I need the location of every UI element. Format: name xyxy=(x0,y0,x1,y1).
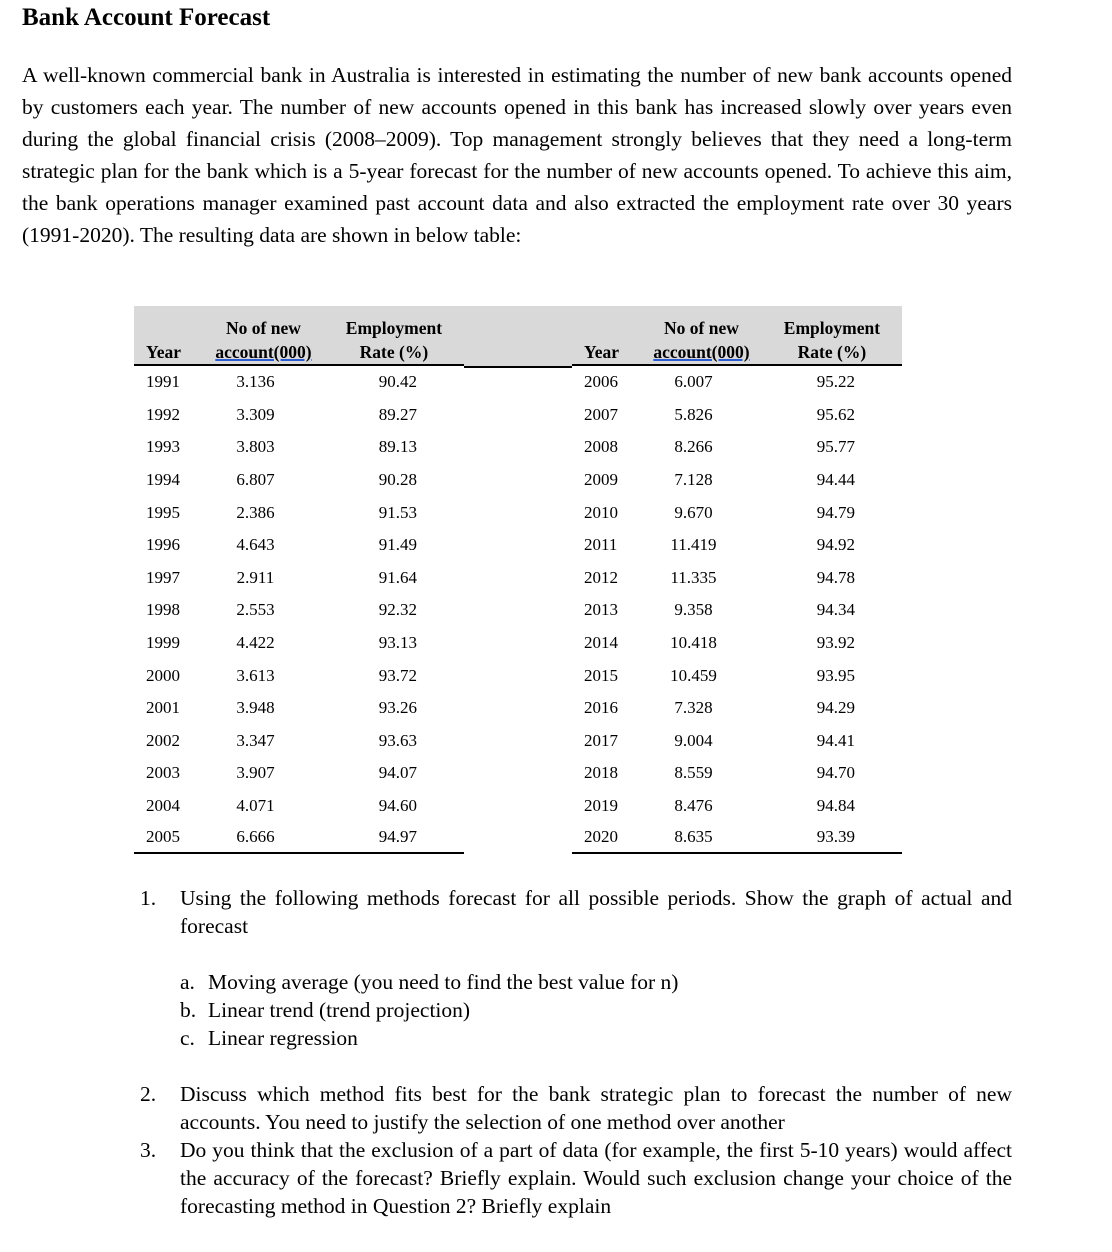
header-accounts-line2: account(000) xyxy=(653,342,750,362)
table-row xyxy=(134,496,464,529)
year-cell: 2000 xyxy=(146,665,180,685)
employment-cell: 93.39 xyxy=(762,822,902,853)
employment-cell: 89.27 xyxy=(378,404,418,424)
year-cell: 1999 xyxy=(146,633,180,653)
year-cell: 2008 xyxy=(584,437,618,457)
table-row xyxy=(572,725,902,758)
method-item xyxy=(180,996,1012,1024)
employment-cell: 93.63 xyxy=(378,730,418,750)
employment-cell: 94.79 xyxy=(816,502,856,522)
accounts-cell: 6.666 xyxy=(203,822,324,853)
questions-list xyxy=(140,884,1012,1220)
table-header-row xyxy=(134,306,464,365)
year-cell: 2001 xyxy=(146,698,180,718)
question-number: 2. xyxy=(140,1082,157,1106)
table-row xyxy=(134,757,464,790)
header-employment-line1: Employment xyxy=(783,318,881,338)
table-row xyxy=(134,790,464,823)
table-row xyxy=(134,659,464,692)
accounts-cell: 10.459 xyxy=(670,665,717,685)
header-accounts-line1: No of new xyxy=(226,318,301,338)
accounts-cell: 3.907 xyxy=(236,763,275,783)
table-row xyxy=(134,725,464,758)
table-row xyxy=(572,365,902,399)
employment-cell: 95.62 xyxy=(816,404,856,424)
employment-cell: 94.34 xyxy=(816,600,856,620)
employment-cell: 94.41 xyxy=(816,730,856,750)
employment-cell: 91.53 xyxy=(378,502,418,522)
header-accounts-line1: No of new xyxy=(664,318,739,338)
employment-cell: 89.13 xyxy=(378,437,418,457)
method-text: Moving average (you need to find the best value for n) xyxy=(208,970,679,994)
header-year: Year xyxy=(572,306,641,365)
header-employment xyxy=(324,306,464,365)
employment-cell: 94.29 xyxy=(816,698,856,718)
employment-cell: 95.77 xyxy=(816,437,856,457)
employment-cell: 93.13 xyxy=(378,633,418,653)
question-1-methods xyxy=(180,968,1012,1052)
data-table-1991-2005 xyxy=(134,306,464,854)
accounts-cell: 8.266 xyxy=(674,437,713,457)
year-cell: 2011 xyxy=(584,535,618,555)
method-text: Linear regression xyxy=(208,1026,358,1050)
table-header-row xyxy=(572,306,902,365)
method-item xyxy=(180,968,1012,996)
data-table-2006-2020 xyxy=(572,306,902,854)
table-row xyxy=(572,692,902,725)
header-accounts xyxy=(641,306,762,365)
table-row xyxy=(572,464,902,497)
header-employment-line1: Employment xyxy=(345,318,443,338)
year-cell: 2004 xyxy=(146,796,180,816)
employment-cell: 94.70 xyxy=(816,763,856,783)
table-row xyxy=(572,529,902,562)
accounts-cell: 8.559 xyxy=(674,763,713,783)
employment-cell: 94.78 xyxy=(816,567,856,587)
year-cell: 2010 xyxy=(584,502,618,522)
table-row xyxy=(572,594,902,627)
accounts-cell: 9.004 xyxy=(674,730,713,750)
table-row xyxy=(572,790,902,823)
question-number: 1. xyxy=(140,886,157,910)
year-cell: 2007 xyxy=(584,404,618,424)
year-cell: 2017 xyxy=(584,730,618,750)
accounts-cell: 8.476 xyxy=(674,796,713,816)
accounts-cell: 7.328 xyxy=(674,698,713,718)
accounts-cell: 11.419 xyxy=(670,535,717,555)
year-cell: 1994 xyxy=(146,470,180,490)
employment-cell: 90.42 xyxy=(378,372,418,392)
header-accounts xyxy=(203,306,324,365)
question-3 xyxy=(140,1136,1012,1220)
accounts-cell: 2.386 xyxy=(236,502,275,522)
accounts-cell: 3.136 xyxy=(236,372,275,392)
table-row xyxy=(572,659,902,692)
employment-cell: 94.92 xyxy=(816,535,856,555)
year-cell: 2015 xyxy=(584,665,618,685)
method-text: Linear trend (trend projection) xyxy=(208,998,471,1022)
table-row xyxy=(572,822,902,853)
accounts-cell: 9.358 xyxy=(674,600,713,620)
accounts-cell: 6.807 xyxy=(236,470,275,490)
accounts-cell: 7.128 xyxy=(674,470,713,490)
header-accounts-line2: account(000) xyxy=(215,342,312,362)
question-text: Do you think that the exclusion of a part of data (for example, the first 5-10 years) would affect the accuracy of the forecast? Briefly explain. Would such exclusion change your choice of the forecasting method in Question 2? Briefly explain xyxy=(180,1138,1012,1218)
employment-cell: 94.07 xyxy=(378,763,418,783)
table-row xyxy=(134,431,464,464)
table-row xyxy=(572,399,902,432)
employment-cell: 94.44 xyxy=(816,470,856,490)
employment-cell: 94.60 xyxy=(378,796,418,816)
method-letter: a. xyxy=(180,970,195,994)
table-row xyxy=(134,692,464,725)
accounts-cell: 9.670 xyxy=(674,502,713,522)
table-row xyxy=(134,399,464,432)
year-cell: 1998 xyxy=(146,600,180,620)
accounts-cell: 3.347 xyxy=(236,730,275,750)
table-row xyxy=(134,562,464,595)
table-row xyxy=(134,464,464,497)
employment-cell: 91.49 xyxy=(378,535,418,555)
table-row xyxy=(572,562,902,595)
year-cell: 2014 xyxy=(584,633,618,653)
table-row xyxy=(134,822,464,853)
accounts-cell: 4.643 xyxy=(236,535,275,555)
table-header-gap xyxy=(464,306,572,368)
employment-cell: 92.32 xyxy=(378,600,418,620)
employment-cell: 93.72 xyxy=(378,665,418,685)
method-letter: b. xyxy=(180,998,197,1022)
year-cell: 2003 xyxy=(146,763,180,783)
year-cell: 2002 xyxy=(146,730,180,750)
question-number: 3. xyxy=(140,1138,157,1162)
year-cell: 2012 xyxy=(584,567,618,587)
year-cell: 2020 xyxy=(572,822,641,853)
header-year: Year xyxy=(134,306,203,365)
accounts-cell: 2.553 xyxy=(236,600,275,620)
accounts-cell: 4.071 xyxy=(236,796,275,816)
table-body-left xyxy=(134,365,464,853)
method-item xyxy=(180,1024,1012,1052)
accounts-cell: 6.007 xyxy=(674,372,713,392)
table-row xyxy=(134,529,464,562)
header-employment-line2: Rate (%) xyxy=(797,342,867,362)
question-text: Using the following methods forecast for all possible periods. Show the graph of actual and forecast xyxy=(180,886,1012,938)
accounts-cell: 5.826 xyxy=(674,404,713,424)
accounts-cell: 3.803 xyxy=(236,437,275,457)
accounts-cell: 3.948 xyxy=(236,698,275,718)
page-title: Bank Account Forecast xyxy=(22,4,271,31)
table-row xyxy=(134,627,464,660)
accounts-cell: 3.309 xyxy=(236,404,275,424)
employment-cell: 90.28 xyxy=(378,470,418,490)
year-cell: 1991 xyxy=(146,372,180,392)
header-employment xyxy=(762,306,902,365)
year-cell: 2018 xyxy=(584,763,618,783)
table-row xyxy=(134,365,464,399)
employment-cell: 91.64 xyxy=(378,567,418,587)
accounts-cell: 2.911 xyxy=(236,567,275,587)
accounts-cell: 11.335 xyxy=(670,567,717,587)
method-letter: c. xyxy=(180,1026,195,1050)
employment-cell: 95.22 xyxy=(816,372,856,392)
year-cell: 2016 xyxy=(584,698,618,718)
year-cell: 2013 xyxy=(584,600,618,620)
year-cell: 2019 xyxy=(584,796,618,816)
year-cell: 2005 xyxy=(134,822,203,853)
table-body-right xyxy=(572,365,902,853)
year-cell: 1992 xyxy=(146,404,180,424)
question-text: Discuss which method fits best for the bank strategic plan to forecast the number of new accounts. You need to justify the selection of one method over another xyxy=(180,1082,1012,1134)
accounts-cell: 4.422 xyxy=(236,633,275,653)
table-row xyxy=(572,496,902,529)
employment-cell: 93.92 xyxy=(816,633,856,653)
year-cell: 2009 xyxy=(584,470,618,490)
table-row xyxy=(572,627,902,660)
employment-cell: 94.97 xyxy=(324,822,464,853)
year-cell: 1993 xyxy=(146,437,180,457)
question-2 xyxy=(140,1080,1012,1136)
year-cell: 1996 xyxy=(146,535,180,555)
year-cell: 1995 xyxy=(146,502,180,522)
employment-cell: 93.26 xyxy=(378,698,418,718)
employment-cell: 94.84 xyxy=(816,796,856,816)
intro-paragraph: A well-known commercial bank in Australia is interested in estimating the number of new bank accounts opened by customers each year. The number of new accounts opened in this bank has increased slowly over years even during the global financial crisis (2008–2009). Top management strongly believes that they need a long-term strategic plan for the bank which is a 5-year forecast for the number of new accounts opened. To achieve this aim, the bank operations manager examined past account data and also extracted the employment rate over 30 years (1991-2020). The resulting data are shown in below table: xyxy=(22,63,1012,247)
table-row xyxy=(572,757,902,790)
header-employment-line2: Rate (%) xyxy=(359,342,429,362)
table-row xyxy=(572,431,902,464)
accounts-cell: 3.613 xyxy=(236,665,275,685)
table-row xyxy=(134,594,464,627)
accounts-cell: 8.635 xyxy=(641,822,762,853)
year-cell: 1997 xyxy=(146,567,180,587)
employment-cell: 93.95 xyxy=(816,665,856,685)
year-cell: 2006 xyxy=(584,372,618,392)
question-1 xyxy=(140,884,1012,940)
accounts-cell: 10.418 xyxy=(670,633,717,653)
